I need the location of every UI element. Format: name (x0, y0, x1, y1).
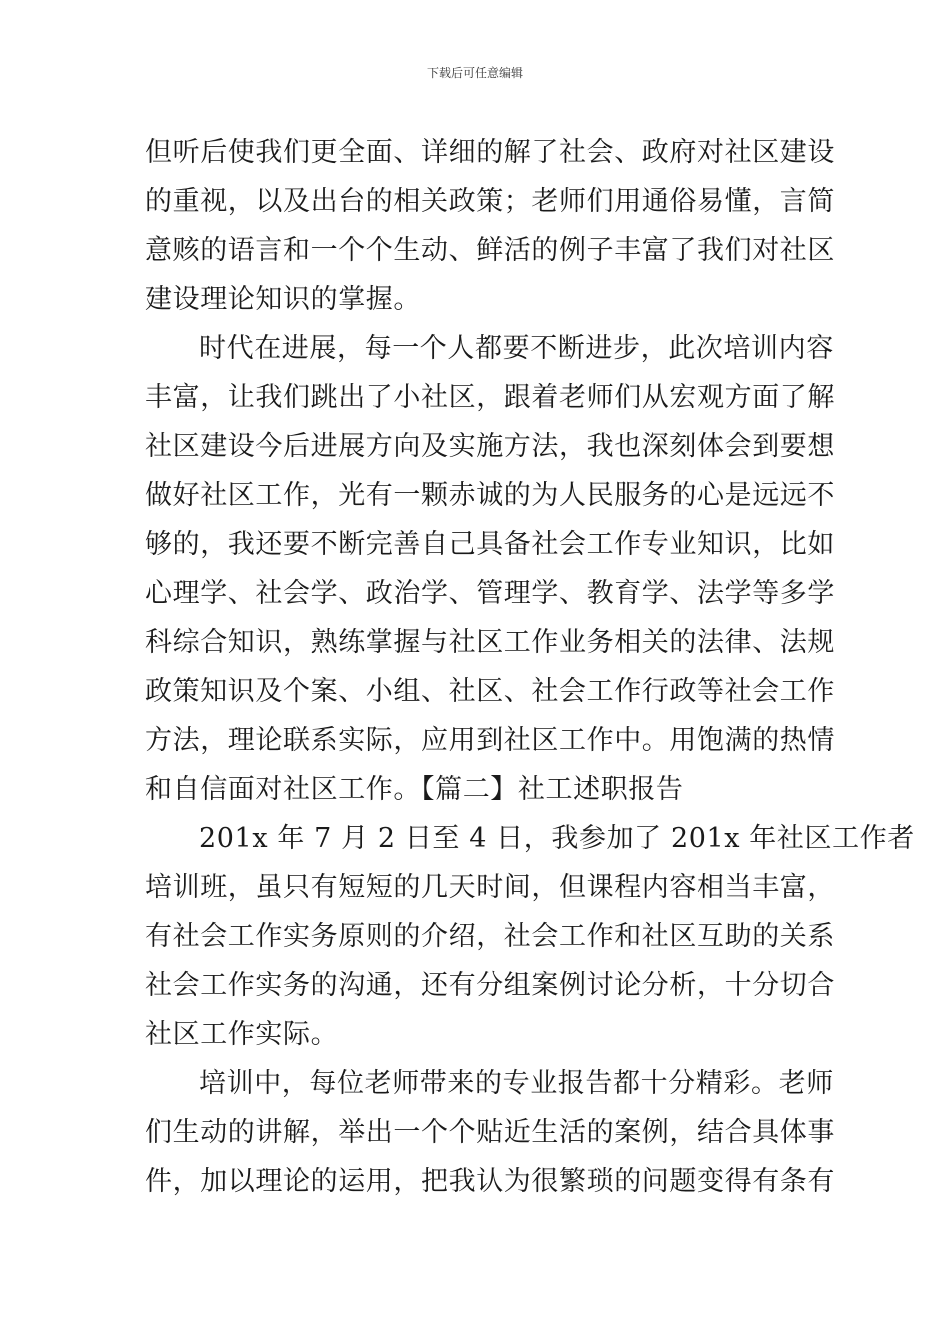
text-line: 心理学、社会学、政治学、管理学、教育学、法学等多学 (145, 578, 835, 609)
page-header: 下载后可任意编辑 (426, 66, 523, 80)
text-line: 培训班，虽只有短短的几天时间，但课程内容相当丰富， (145, 872, 835, 903)
text-line: 社区工作实际。 (145, 1019, 339, 1050)
paragraph-start-line: 201x 年 7 月 2 日至 4 日，我参加了 201x 年社区工作者 (199, 823, 915, 854)
text-line: 做好社区工作，光有一颗赤诚的为人民服务的心是远远不 (145, 480, 835, 511)
paragraph-start-line: 培训中，每位老师带来的专业报告都十分精彩。老师 (199, 1068, 834, 1099)
text-line: 有社会工作实务原则的介绍，社会工作和社区互助的关系 (145, 921, 835, 952)
paragraph-start-line: 时代在进展，每一个人都要不断进步，此次培训内容 (199, 333, 834, 364)
text-line: 社区建设今后进展方向及实施方法，我也深刻体会到要想 (145, 431, 835, 462)
text-line: 政策知识及个案、小组、社区、社会工作行政等社会工作 (145, 676, 835, 707)
text-line: 的重视，以及出台的相关政策；老师们用通俗易懂，言简 (145, 186, 835, 217)
document-body (145, 128, 915, 1206)
text-line: 够的，我还要不断完善自己具备社会工作专业知识，比如 (145, 529, 835, 560)
text-line: 意赅的语言和一个个生动、鲜活的例子丰富了我们对社区 (145, 235, 835, 266)
text-line: 和自信面对社区工作。【篇二】社工述职报告 (145, 774, 684, 805)
text-line: 们生动的讲解，举出一个个贴近生活的案例，结合具体事 (145, 1117, 835, 1148)
text-line: 丰富，让我们跳出了小社区，跟着老师们从宏观方面了解 (145, 382, 835, 413)
text-line: 但听后使我们更全面、详细的解了社会、政府对社区建设 (145, 137, 835, 168)
text-line: 科综合知识，熟练掌握与社区工作业务相关的法律、法规 (145, 627, 835, 658)
text-line: 社会工作实务的沟通，还有分组案例讨论分析，十分切合 (145, 970, 835, 1001)
text-line: 件，加以理论的运用，把我认为很繁琐的问题变得有条有 (145, 1166, 835, 1197)
text-line: 方法，理论联系实际，应用到社区工作中。用饱满的热情 (145, 725, 835, 756)
text-line: 建设理论知识的掌握。 (145, 284, 421, 315)
